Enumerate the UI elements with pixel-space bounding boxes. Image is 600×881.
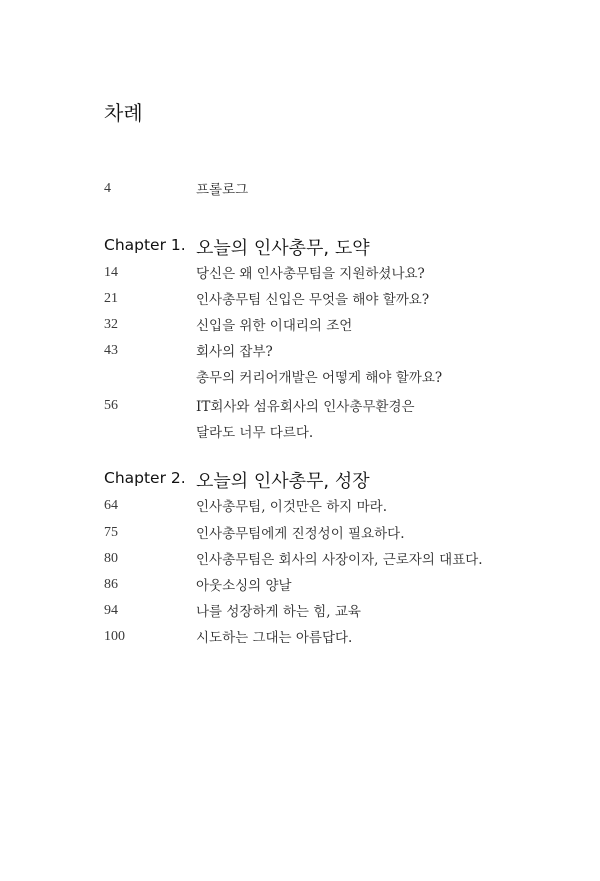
entry-title-line: 인사총무팀 신입은 무엇을 해야 할까요?: [196, 292, 430, 308]
entry-title: [196, 394, 415, 446]
chapter-label: Chapter 1.: [104, 236, 186, 254]
entry-title: [196, 521, 405, 547]
entry-title: [196, 313, 352, 339]
entry-title-line: 신입을 위한 이대리의 조언: [196, 318, 353, 334]
chapter-label: Chapter 2.: [104, 469, 186, 487]
entry-title-line: 인사총무팀, 이것만은 하지 마라.: [196, 499, 387, 515]
chapter-title: 오늘의 인사총무, 도약: [196, 238, 370, 259]
page-number: 4: [104, 181, 111, 196]
page-number: 32: [104, 317, 118, 332]
page-number: 64: [104, 498, 118, 513]
toc-entry: [0, 625, 600, 647]
page-number: 14: [104, 265, 118, 280]
page-number: 94: [104, 603, 118, 618]
page-number: 75: [104, 525, 118, 540]
entry-title: [196, 547, 483, 573]
entry-title: [196, 494, 387, 520]
toc-entry: [0, 394, 600, 446]
toc-entry: [0, 547, 600, 569]
entry-title-line: 달라도 너무 다르다.: [196, 425, 314, 441]
toc-heading: 차례: [104, 101, 143, 125]
entry-title: [196, 599, 361, 625]
entry-title-line: 회사의 잡부?: [196, 344, 273, 360]
entry-title-line: 당신은 왜 인사총무팀을 지원하셨나요?: [196, 266, 425, 282]
toc-entry-prologue: [0, 181, 600, 203]
toc-entry: [0, 521, 600, 543]
entry-title: [196, 573, 292, 599]
chapter-heading-1: [0, 234, 600, 262]
entry-title-line: 총무의 커리어개발은 어떻게 해야 할까요?: [196, 370, 443, 386]
toc-entry: [0, 261, 600, 283]
entry-title-line: 인사총무팀에게 진정성이 필요하다.: [196, 526, 405, 542]
page-number: 56: [104, 398, 118, 413]
page-number: 86: [104, 577, 118, 592]
entry-title: [196, 339, 442, 391]
page-number: 43: [104, 343, 118, 358]
toc-entry: [0, 494, 600, 516]
toc-entry: [0, 573, 600, 595]
chapter-heading-2: [0, 467, 600, 495]
chapter-title: 오늘의 인사총무, 성장: [196, 471, 370, 492]
page-number: 80: [104, 551, 118, 566]
entry-title: [196, 181, 248, 199]
toc-entry: [0, 287, 600, 309]
entry-title-line: 프롤로그: [196, 182, 249, 198]
toc-entry: [0, 599, 600, 621]
entry-title: [196, 261, 425, 287]
entry-title-line: 나를 성장하게 하는 힘, 교육: [196, 604, 361, 620]
page-number: 100: [104, 629, 125, 644]
page-number: 21: [104, 291, 118, 306]
toc-entry: [0, 313, 600, 335]
entry-title-line: 시도하는 그대는 아름답다.: [196, 630, 353, 646]
entry-title-line: IT회사와 섬유회사의 인사총무환경은: [196, 399, 415, 415]
entry-title-line: 인사총무팀은 회사의 사장이자, 근로자의 대표다.: [196, 552, 483, 568]
entry-title: [196, 625, 352, 651]
entry-title: [196, 287, 429, 313]
toc-entry: [0, 339, 600, 391]
entry-title-line: 아웃소싱의 양날: [196, 578, 292, 594]
